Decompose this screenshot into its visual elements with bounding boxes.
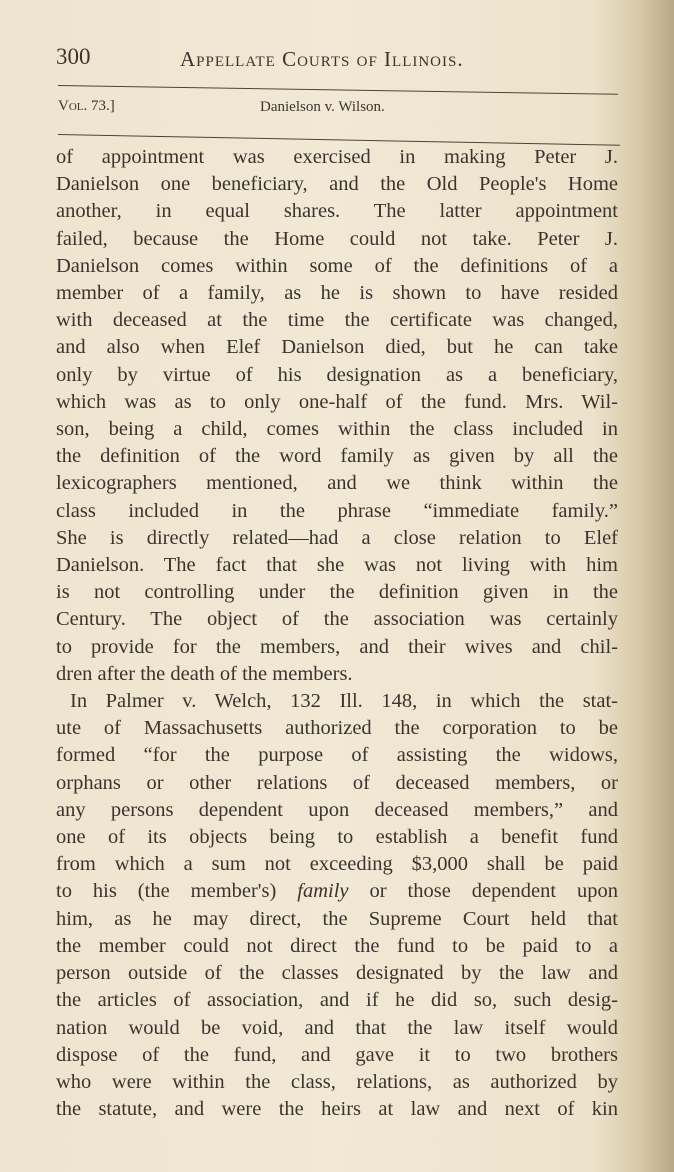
text-line: failed, because the Home could not take. Peter J. [56, 227, 618, 250]
text-line: him, as he may direct, the Supreme Court held that [56, 907, 618, 930]
text-line: of appointment was exercised in making Peter J. [56, 146, 618, 168]
text-line: formed “for the purpose of assisting the widows, [56, 744, 618, 767]
text-line: lexicographers mentioned, and we think within the [56, 472, 618, 495]
text-line [56, 878, 618, 905]
page-number: 300 [56, 44, 91, 69]
text-line: the statute, and were the heirs at law and next of kin [56, 1098, 618, 1121]
text-line: Century. The object of the association was certainly [56, 608, 618, 631]
text-line: the definition of the word family as given by all the [56, 445, 618, 468]
text-line: ute of Massachusetts authorized the corporation to be [56, 717, 618, 740]
text-line: dispose of the fund, and gave it to two brothers [56, 1043, 618, 1066]
text-line: member of a family, as he is shown to have resided [56, 282, 618, 305]
text-line: dren after the death of the members. [56, 662, 353, 685]
text-line: with deceased at the time the certificate was changed, [56, 309, 618, 332]
text-line: Danielson comes within some of the definitions of a [56, 254, 618, 277]
text-line: another, in equal shares. The latter appointment [56, 200, 618, 223]
text-line: any persons dependent upon deceased members,” and [56, 798, 618, 821]
text-line: She is directly related—had a close relation to Elef [56, 526, 618, 549]
case-name: Danielson v. Wilson. [260, 99, 385, 115]
text-line: person outside of the classes designated by the law and [56, 962, 618, 985]
text-line: nation would be void, and that the law itself would [56, 1016, 618, 1039]
text-line: orphans or other relations of deceased members, or [56, 771, 618, 794]
text-segment-after: or those dependent upon [369, 880, 618, 903]
text-line: who were within the class, relations, as authorized by [56, 1070, 618, 1093]
text-line: and also when Elef Danielson died, but he can take [56, 336, 618, 359]
text-line: which was as to only one-half of the fund. Mrs. Wil- [56, 390, 618, 413]
text-line: the member could not direct the fund to be paid to a [56, 934, 618, 957]
text-line: one of its objects being to establish a benefit fund [56, 826, 618, 849]
text-line: only by virtue of his designation as a beneficiary, [56, 363, 618, 386]
running-title: Appellate Courts of Illinois. [180, 47, 464, 71]
text-line: the articles of association, and if he did so, such desig- [56, 989, 618, 1012]
body-text [56, 144, 618, 1123]
header-rule-top [58, 85, 618, 95]
text-line: Danielson. The fact that she was not living with him [56, 554, 618, 577]
text-line: Danielson one beneficiary, and the Old People's Home [56, 173, 618, 196]
text-segment-italic: family [297, 880, 349, 903]
text-line: from which a sum not exceeding $3,000 shall be paid [56, 853, 618, 876]
text-line: to provide for the members, and their wives and chil- [56, 635, 618, 658]
text-line: In Palmer v. Welch, 132 Ill. 148, in which the stat- [70, 690, 618, 713]
text-line: is not controlling under the definition given in the [56, 581, 618, 604]
text-segment-before: to his (the member's) [56, 880, 277, 903]
text-line: class included in the phrase “immediate family.” [56, 499, 618, 522]
volume-label: Vol. 73.] [58, 98, 115, 114]
text-line: son, being a child, comes within the class included in [56, 418, 618, 441]
